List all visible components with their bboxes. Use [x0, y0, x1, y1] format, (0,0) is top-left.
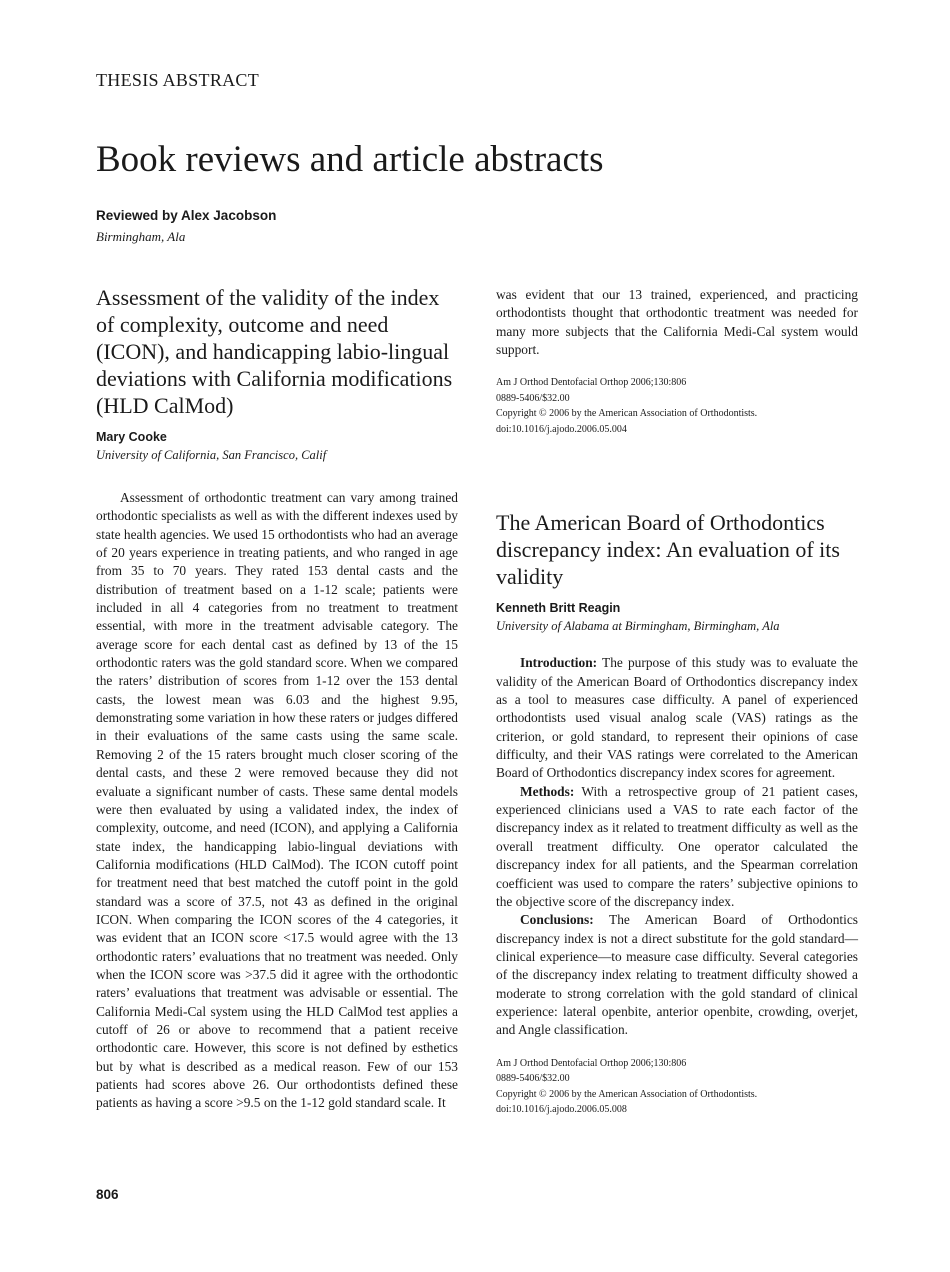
- introduction-paragraph: [496, 654, 858, 782]
- conclusions-text: The American Board of Orthodontics discrepancy index is not a direct substitute for the gold standard—clinical experience—to measure case difficulty. Several categories of the discrepancy index relating to treatment difficulty showed a moderate to strong correlation with the gold standard of clinical experience: lateral openbite, anterior openbite, crowding, overjet, and Angle classification.: [496, 912, 859, 1038]
- article-2-author: Kenneth Britt Reagin: [496, 601, 621, 616]
- article-1-body: [96, 489, 458, 1113]
- section-label: THESIS ABSTRACT: [96, 70, 260, 90]
- citation-line: doi:10.1016/j.ajodo.2006.05.004: [496, 423, 627, 435]
- citation-line: Copyright © 2006 by the American Association of Orthodontists.: [496, 408, 758, 420]
- article-2-title: The American Board of Orthodontics discrepancy index: An evaluation of its validity: [496, 510, 840, 590]
- article-1-title: Assessment of the validity of the index of complexity, outcome and need (ICON), and handicapping labio-lingual deviations with California modifications (HLD CalMod): [96, 285, 453, 418]
- citation-line: 0889-5406/$32.00: [496, 1073, 570, 1085]
- conclusions-label: Conclusions:: [520, 912, 594, 928]
- reviewer-location: Birmingham, Ala: [96, 229, 186, 244]
- article-1-body-continued: was evident that our 13 trained, experienced, and practicing orthodontists thought that orthodontic treatment was needed for many more subjects that the California Medi-Cal system would support.: [496, 287, 858, 358]
- article-2-affiliation: University of Alabama at Birmingham, Birmingham, Ala: [496, 619, 780, 634]
- citation-line: doi:10.1016/j.ajodo.2006.05.008: [496, 1104, 627, 1116]
- methods-label: Methods:: [520, 783, 575, 799]
- citation-line: 0889-5406/$32.00: [496, 392, 570, 404]
- methods-text: With a retrospective group of 21 patient cases, experienced clinicians used a VAS to rate each factor of the discrepancy index as it related to treatment difficulty as well as the overall treatment difficulty. One operator calculated the discrepancy index for all patients, and the Spearman correlation coefficient was used to compare the raters’ subjective opinions to the objective score of the discrepancy index.: [496, 783, 858, 909]
- introduction-text: The purpose of this study was to evaluate the validity of the American Board of Orthodontics discrepancy index as a tool to measures case difficulty. A panel of experienced orthodontists used visual analog scale (VAS) ratings as the criterion, or gold standard, to represent their opinions of case difficulty, and their VAS ratings were correlated to the American Board of Orthodontics discrepancy index scores for agreement.: [496, 655, 858, 781]
- citation-line: Copyright © 2006 by the American Association of Orthodontists.: [496, 1088, 758, 1100]
- citation-line: Am J Orthod Dentofacial Orthop 2006;130:806: [496, 1057, 687, 1069]
- reviewer-name: Reviewed by Alex Jacobson: [96, 208, 277, 223]
- methods-paragraph: [496, 783, 858, 911]
- introduction-label: Introduction:: [520, 655, 598, 671]
- article-2-body: [496, 654, 858, 1039]
- article-2-citation: [496, 1056, 858, 1118]
- conclusions-paragraph: [496, 911, 858, 1039]
- article-1-body-text: Assessment of orthodontic treatment can vary among trained orthodontic specialists as well as with the different indexes used by state health agencies. We used 15 orthodontists who had an average of 20 years experience in treating patients, and who ranged in age from 35 to 70 years. They rated 153 dental casts and the distribution of treatment based on a 1-12 scale; patients were included in all 4 categories from no treatment to treatment essential, with more in the treatment advisable category. The average score for each dental cast as defined by 13 of the 15 orthodontic raters was the gold standard score. When we compared the raters’ distribution of scores from 1-12 over the 153 dental casts, the lowest mean was 6.03 and the highest 9.95, demonstrating some variation in how these raters or judges differed in their evaluations of the same casts using the same scale. Removing 2 of the 15 raters brought much closer scoring of the dental casts, and these 2 were removed because they did not evaluate a significant number of casts. These same dental models were then evaluated by using a validated index, the index of complexity, outcome, and need (ICON), and applying a California state index, the handicapping labio-lingual deviations with California modifications (HLD CalMod). The ICON cutoff point for treatment need that best matched the cutoff point in the gold standard was a score of 37.5, not 43 as defined in the original ICON. When comparing the ICON scores of the 4 categories, it was evident that an ICON score <17.5 would agree with the 13 orthodontic raters’ evaluations that no treatment was needed. Only when the ICON score was >37.5 did it agree with the orthodontic raters’ evaluations that treatment was advisable or essential. The California Medi-Cal system using the HLD CalMod test applies a cutoff of 26 or above to recommend that a patient receive orthodontic care. However, this score is not defined by esthetics but by what is described as a medical reason. Few of our 153 patients had scores above 26. Our orthodontists defined these patients as having a score >9.5 on the 1-12 gold standard scale. It: [96, 490, 458, 1111]
- right-column: [496, 286, 858, 1118]
- page-title: Book reviews and article abstracts: [96, 139, 604, 180]
- page-number: 806: [96, 1187, 119, 1202]
- article-1-continuation: [496, 286, 858, 359]
- article-1-affiliation: University of California, San Francisco, Calif: [96, 448, 327, 462]
- left-column: [96, 284, 458, 1113]
- article-1-citation: [496, 375, 858, 437]
- article-1-author: Mary Cooke: [96, 430, 167, 444]
- citation-line: Am J Orthod Dentofacial Orthop 2006;130:806: [496, 377, 687, 389]
